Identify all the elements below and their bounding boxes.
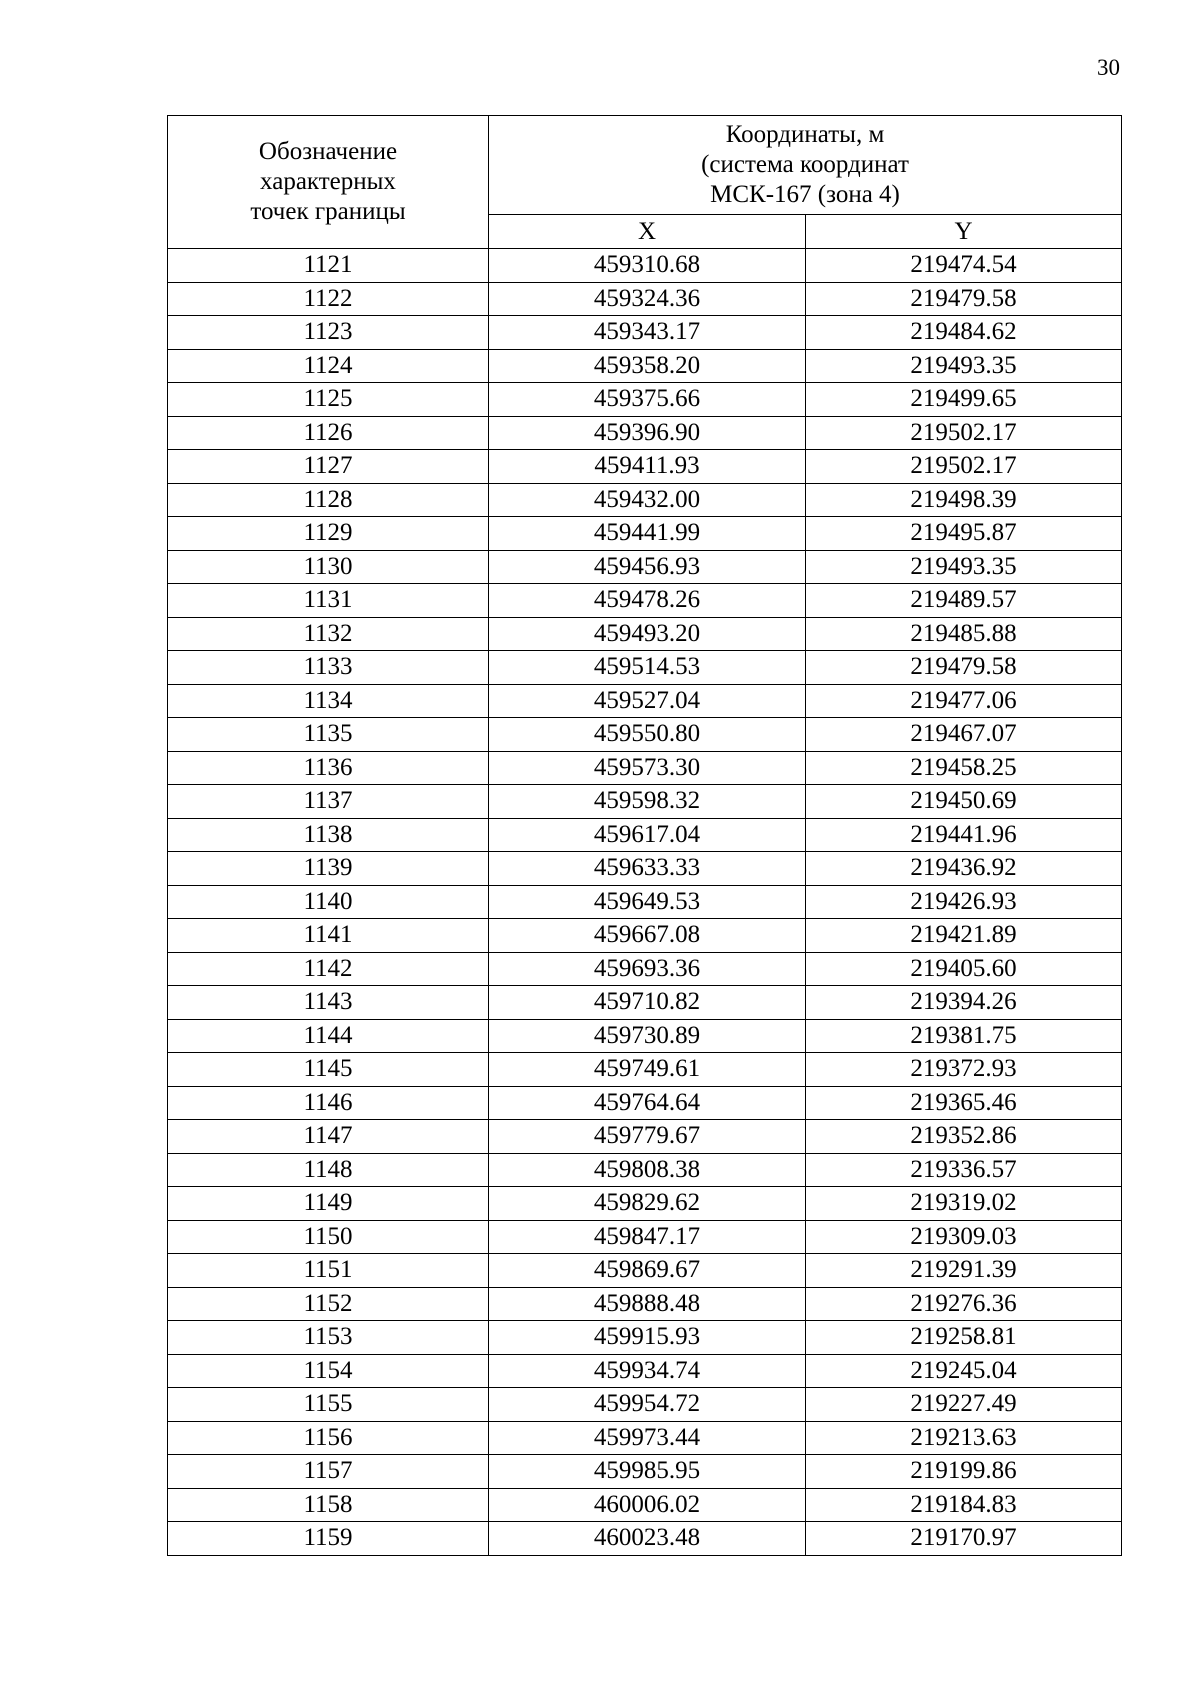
x-coordinate-cell: 459934.74 xyxy=(489,1354,806,1388)
y-coordinate-cell: 219441.96 xyxy=(806,818,1122,852)
table-row xyxy=(168,1321,1122,1355)
y-coordinate-cell: 219381.75 xyxy=(806,1019,1122,1053)
point-id-cell: 1130 xyxy=(168,550,489,584)
x-coordinate-cell: 459478.26 xyxy=(489,584,806,618)
table-row xyxy=(168,1488,1122,1522)
table-row xyxy=(168,416,1122,450)
x-coordinate-cell: 459649.53 xyxy=(489,885,806,919)
y-coordinate-cell: 219394.26 xyxy=(806,986,1122,1020)
table-row xyxy=(168,751,1122,785)
table-row xyxy=(168,852,1122,886)
x-coordinate-cell: 459749.61 xyxy=(489,1053,806,1087)
table-row xyxy=(168,316,1122,350)
y-coordinate-cell: 219227.49 xyxy=(806,1388,1122,1422)
table-row xyxy=(168,249,1122,283)
table-row xyxy=(168,1220,1122,1254)
y-coordinate-cell: 219502.17 xyxy=(806,450,1122,484)
point-id-cell: 1151 xyxy=(168,1254,489,1288)
x-coordinate-cell: 459764.64 xyxy=(489,1086,806,1120)
point-label-line: Обозначение xyxy=(258,138,398,165)
x-coordinate-cell: 459432.00 xyxy=(489,483,806,517)
point-id-cell: 1157 xyxy=(168,1455,489,1489)
y-coordinate-cell: 219352.86 xyxy=(806,1120,1122,1154)
page-number: 30 xyxy=(1097,55,1120,80)
x-coordinate-cell: 459358.20 xyxy=(489,349,806,383)
table-row xyxy=(168,1455,1122,1489)
point-id-cell: 1127 xyxy=(168,450,489,484)
table-row xyxy=(168,684,1122,718)
table-row xyxy=(168,818,1122,852)
point-id-cell: 1134 xyxy=(168,684,489,718)
y-coordinate-cell: 219467.07 xyxy=(806,718,1122,752)
coords-header xyxy=(489,116,1122,215)
table-row xyxy=(168,1388,1122,1422)
point-id-cell: 1123 xyxy=(168,316,489,350)
point-id-cell: 1156 xyxy=(168,1421,489,1455)
y-coordinate-cell: 219436.92 xyxy=(806,852,1122,886)
x-coordinate-cell: 459396.90 xyxy=(489,416,806,450)
y-coordinate-cell: 219365.46 xyxy=(806,1086,1122,1120)
point-id-cell: 1143 xyxy=(168,986,489,1020)
table-row xyxy=(168,517,1122,551)
point-id-cell: 1158 xyxy=(168,1488,489,1522)
point-id-cell: 1138 xyxy=(168,818,489,852)
table-row xyxy=(168,1522,1122,1556)
point-id-cell: 1133 xyxy=(168,651,489,685)
y-coordinate-cell: 219495.87 xyxy=(806,517,1122,551)
y-coordinate-cell: 219426.93 xyxy=(806,885,1122,919)
point-id-cell: 1153 xyxy=(168,1321,489,1355)
y-coordinate-cell: 219291.39 xyxy=(806,1254,1122,1288)
y-coordinate-cell: 219309.03 xyxy=(806,1220,1122,1254)
x-coordinate-cell: 459375.66 xyxy=(489,383,806,417)
point-id-cell: 1132 xyxy=(168,617,489,651)
table-row xyxy=(168,919,1122,953)
point-id-cell: 1150 xyxy=(168,1220,489,1254)
table-row xyxy=(168,1086,1122,1120)
x-coordinate-cell: 459973.44 xyxy=(489,1421,806,1455)
table-row xyxy=(168,483,1122,517)
x-coordinate-cell: 459573.30 xyxy=(489,751,806,785)
point-id-cell: 1122 xyxy=(168,282,489,316)
point-id-cell: 1121 xyxy=(168,249,489,283)
point-id-cell: 1128 xyxy=(168,483,489,517)
x-coordinate-cell: 459730.89 xyxy=(489,1019,806,1053)
y-coordinate-cell: 219213.63 xyxy=(806,1421,1122,1455)
point-id-cell: 1146 xyxy=(168,1086,489,1120)
y-coordinate-cell: 219474.54 xyxy=(806,249,1122,283)
x-coordinate-cell: 459411.93 xyxy=(489,450,806,484)
y-column-header: Y xyxy=(806,214,1122,248)
table-row xyxy=(168,383,1122,417)
y-coordinate-cell: 219245.04 xyxy=(806,1354,1122,1388)
point-label-line: точек границы xyxy=(250,198,406,225)
x-coordinate-cell: 459456.93 xyxy=(489,550,806,584)
x-coordinate-cell: 459514.53 xyxy=(489,651,806,685)
table-row xyxy=(168,450,1122,484)
y-coordinate-cell: 219485.88 xyxy=(806,617,1122,651)
x-column-header: X xyxy=(489,214,806,248)
table-row xyxy=(168,1053,1122,1087)
point-label-line: характерных xyxy=(260,168,396,195)
coordinates-table xyxy=(167,115,1122,1556)
point-id-cell: 1148 xyxy=(168,1153,489,1187)
table-body xyxy=(168,249,1122,1556)
table-row xyxy=(168,1421,1122,1455)
y-coordinate-cell: 219372.93 xyxy=(806,1053,1122,1087)
x-coordinate-cell: 459915.93 xyxy=(489,1321,806,1355)
table-row xyxy=(168,1354,1122,1388)
x-coordinate-cell: 460023.48 xyxy=(489,1522,806,1556)
point-id-cell: 1140 xyxy=(168,885,489,919)
x-coordinate-cell: 459310.68 xyxy=(489,249,806,283)
y-coordinate-cell: 219336.57 xyxy=(806,1153,1122,1187)
y-coordinate-cell: 219319.02 xyxy=(806,1187,1122,1221)
x-coordinate-cell: 459829.62 xyxy=(489,1187,806,1221)
table-row xyxy=(168,282,1122,316)
x-coordinate-cell: 459527.04 xyxy=(489,684,806,718)
point-id-cell: 1129 xyxy=(168,517,489,551)
point-id-cell: 1147 xyxy=(168,1120,489,1154)
table-row xyxy=(168,550,1122,584)
table-row xyxy=(168,1019,1122,1053)
y-coordinate-cell: 219502.17 xyxy=(806,416,1122,450)
point-id-cell: 1155 xyxy=(168,1388,489,1422)
y-coordinate-cell: 219493.35 xyxy=(806,349,1122,383)
point-id-cell: 1141 xyxy=(168,919,489,953)
x-coordinate-cell: 459779.67 xyxy=(489,1120,806,1154)
table-row xyxy=(168,952,1122,986)
y-coordinate-cell: 219450.69 xyxy=(806,785,1122,819)
point-id-cell: 1159 xyxy=(168,1522,489,1556)
x-coordinate-cell: 459617.04 xyxy=(489,818,806,852)
table-row xyxy=(168,986,1122,1020)
point-id-cell: 1154 xyxy=(168,1354,489,1388)
y-coordinate-cell: 219458.25 xyxy=(806,751,1122,785)
x-coordinate-cell: 459808.38 xyxy=(489,1153,806,1187)
point-id-cell: 1135 xyxy=(168,718,489,752)
table-row xyxy=(168,584,1122,618)
x-coordinate-cell: 459693.36 xyxy=(489,952,806,986)
point-id-cell: 1149 xyxy=(168,1187,489,1221)
x-coordinate-cell: 459343.17 xyxy=(489,316,806,350)
point-id-cell: 1139 xyxy=(168,852,489,886)
table-row xyxy=(168,349,1122,383)
point-id-cell: 1142 xyxy=(168,952,489,986)
coords-label-line: МСК-167 (зона 4) xyxy=(710,180,900,208)
y-coordinate-cell: 219421.89 xyxy=(806,919,1122,953)
x-coordinate-cell: 459598.32 xyxy=(489,785,806,819)
x-coordinate-cell: 459888.48 xyxy=(489,1287,806,1321)
table-row xyxy=(168,1187,1122,1221)
table-row xyxy=(168,1153,1122,1187)
coords-label-line: Координаты, м xyxy=(725,120,885,148)
x-coordinate-cell: 459869.67 xyxy=(489,1254,806,1288)
table-row xyxy=(168,651,1122,685)
x-coordinate-cell: 459710.82 xyxy=(489,986,806,1020)
point-id-cell: 1137 xyxy=(168,785,489,819)
y-coordinate-cell: 219199.86 xyxy=(806,1455,1122,1489)
y-coordinate-cell: 219184.83 xyxy=(806,1488,1122,1522)
y-coordinate-cell: 219499.65 xyxy=(806,383,1122,417)
y-coordinate-cell: 219479.58 xyxy=(806,651,1122,685)
point-id-cell: 1126 xyxy=(168,416,489,450)
x-coordinate-cell: 459985.95 xyxy=(489,1455,806,1489)
x-coordinate-cell: 459550.80 xyxy=(489,718,806,752)
y-coordinate-cell: 219493.35 xyxy=(806,550,1122,584)
x-coordinate-cell: 460006.02 xyxy=(489,1488,806,1522)
y-coordinate-cell: 219170.97 xyxy=(806,1522,1122,1556)
point-id-cell: 1152 xyxy=(168,1287,489,1321)
y-coordinate-cell: 219405.60 xyxy=(806,952,1122,986)
point-id-cell: 1125 xyxy=(168,383,489,417)
table-row xyxy=(168,718,1122,752)
x-coordinate-cell: 459667.08 xyxy=(489,919,806,953)
x-coordinate-cell: 459493.20 xyxy=(489,617,806,651)
point-id-cell: 1136 xyxy=(168,751,489,785)
table-row xyxy=(168,785,1122,819)
x-coordinate-cell: 459847.17 xyxy=(489,1220,806,1254)
table-row xyxy=(168,1254,1122,1288)
table-header xyxy=(168,116,1122,249)
x-coordinate-cell: 459441.99 xyxy=(489,517,806,551)
coords-label-line: (система координат xyxy=(701,150,909,178)
x-coordinate-cell: 459954.72 xyxy=(489,1388,806,1422)
y-coordinate-cell: 219276.36 xyxy=(806,1287,1122,1321)
y-coordinate-cell: 219489.57 xyxy=(806,584,1122,618)
y-coordinate-cell: 219498.39 xyxy=(806,483,1122,517)
y-coordinate-cell: 219479.58 xyxy=(806,282,1122,316)
y-coordinate-cell: 219477.06 xyxy=(806,684,1122,718)
table-row xyxy=(168,617,1122,651)
point-label-header xyxy=(168,116,489,249)
x-coordinate-cell: 459633.33 xyxy=(489,852,806,886)
point-id-cell: 1145 xyxy=(168,1053,489,1087)
table-row xyxy=(168,1287,1122,1321)
y-coordinate-cell: 219484.62 xyxy=(806,316,1122,350)
x-coordinate-cell: 459324.36 xyxy=(489,282,806,316)
point-id-cell: 1124 xyxy=(168,349,489,383)
table-row xyxy=(168,1120,1122,1154)
y-coordinate-cell: 219258.81 xyxy=(806,1321,1122,1355)
table-row xyxy=(168,885,1122,919)
point-id-cell: 1131 xyxy=(168,584,489,618)
point-id-cell: 1144 xyxy=(168,1019,489,1053)
